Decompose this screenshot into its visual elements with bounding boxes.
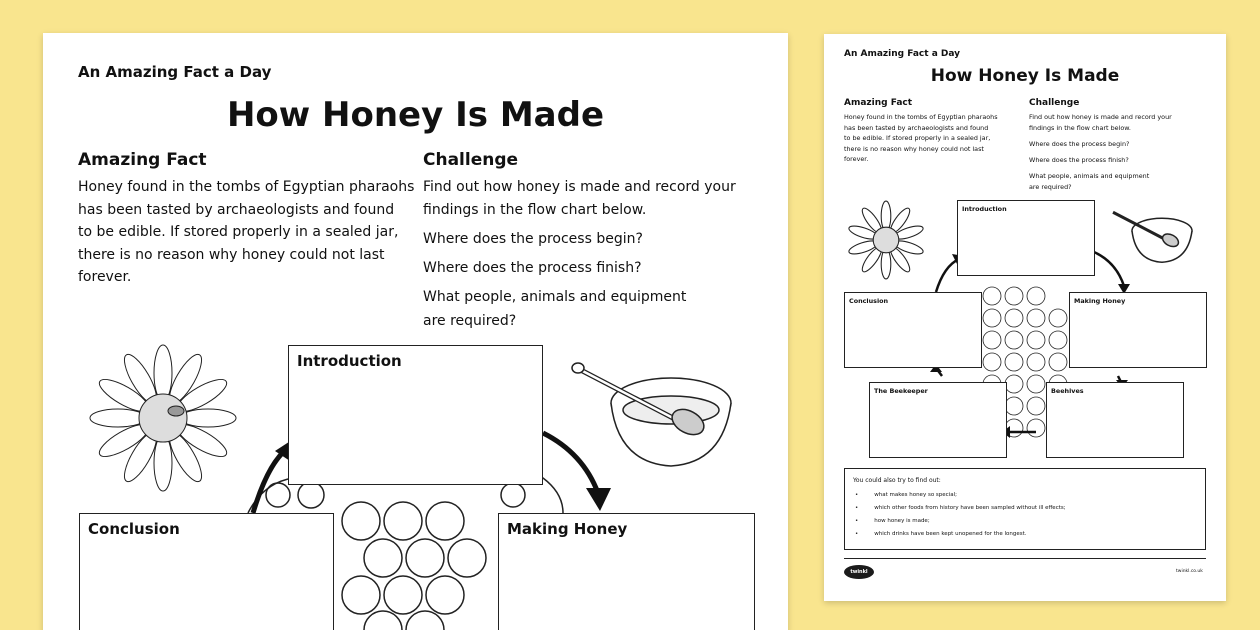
subtitle: An Amazing Fact a Day [844,49,961,59]
arrow-down-icon [586,488,611,511]
extra-list [855,489,1066,541]
flow-box-beehives [1046,382,1184,458]
challenge-line: Find out how honey is made and record your [1029,113,1172,121]
flow-label-conclusion: Conclusion [88,520,180,538]
question-required-cont: are required? [1029,183,1072,191]
fact-line: has been tasted by archaeologists and found [844,123,989,132]
page-title: How Honey Is Made [930,66,1120,86]
sunflower-icon [846,200,926,280]
worksheet-preview-small [824,34,1226,601]
flow-box-beekeeper [869,382,1007,458]
brand-logo: twinkl [844,565,874,579]
honey-bowl-icon [563,358,743,473]
flow-label-introduction: Introduction [297,352,402,370]
flow-label-making-honey: Making Honey [1074,297,1126,305]
extra-list-item: • how honey is made; [855,515,1066,528]
sunflower-icon [88,343,238,493]
flow-label-making-honey: Making Honey [507,520,628,538]
question-begin: Where does the process begin? [1029,140,1130,148]
flow-box-making-honey [1069,292,1207,368]
footer-website: twinkl.co.uk [1176,569,1203,574]
fact-line: Honey found in the tombs of Egyptian pharaohs [844,113,998,121]
fact-line: there is no reason why honey could not last [78,246,385,263]
extra-research-box [844,468,1206,550]
challenge-heading: Challenge [423,150,519,170]
extra-heading: You could also try to find out: [853,477,941,484]
question-required: What people, animals and equipment [423,289,687,305]
amazing-fact-heading: Amazing Fact [78,150,207,170]
challenge-line: findings in the flow chart below. [1029,123,1131,132]
challenge-heading: Challenge [1029,98,1080,108]
worksheet-preview-large [43,33,788,630]
extra-list-item: • which drinks have been kept unopened for the longest. [855,528,1066,541]
flow-label-beehives: Beehives [1051,387,1084,395]
question-required: What people, animals and equipment [1029,172,1150,180]
fact-line: to be edible. If stored properly in a sealed jar, [78,224,399,240]
extra-list-item: • what makes honey so special; [855,489,1066,502]
flow-box-introduction [957,200,1095,276]
flow-label-beekeeper: The Beekeeper [874,387,928,395]
question-required-cont: are required? [423,313,517,329]
fact-line: has been tasted by archaeologists and found [78,201,395,218]
flow-box-making-honey [498,513,755,630]
challenge-line: findings in the flow chart below. [423,201,647,218]
flow-box-conclusion [844,292,982,368]
flow-box-introduction [288,345,543,485]
flow-label-conclusion: Conclusion [849,297,889,305]
challenge-line: Find out how honey is made and record your [423,179,736,195]
footer-divider [844,558,1206,559]
amazing-fact-heading: Amazing Fact [844,98,913,108]
fact-line: to be edible. If stored properly in a sealed jar, [844,134,991,142]
question-finish: Where does the process finish? [1029,156,1129,164]
subtitle: An Amazing Fact a Day [78,63,272,81]
page-title: How Honey Is Made [226,95,605,135]
question-finish: Where does the process finish? [423,260,642,276]
fact-line: forever. [78,269,132,285]
honey-bowl-icon [1108,208,1198,266]
extra-list-item: • which other foods from history have been sampled without ill effects; [855,502,1066,515]
fact-line: forever. [844,155,869,163]
flow-label-introduction: Introduction [962,205,1007,213]
fact-line: Honey found in the tombs of Egyptian pharaohs [78,179,415,195]
fact-line: there is no reason why honey could not last [844,144,984,153]
flow-box-conclusion [79,513,334,630]
question-begin: Where does the process begin? [423,231,643,247]
